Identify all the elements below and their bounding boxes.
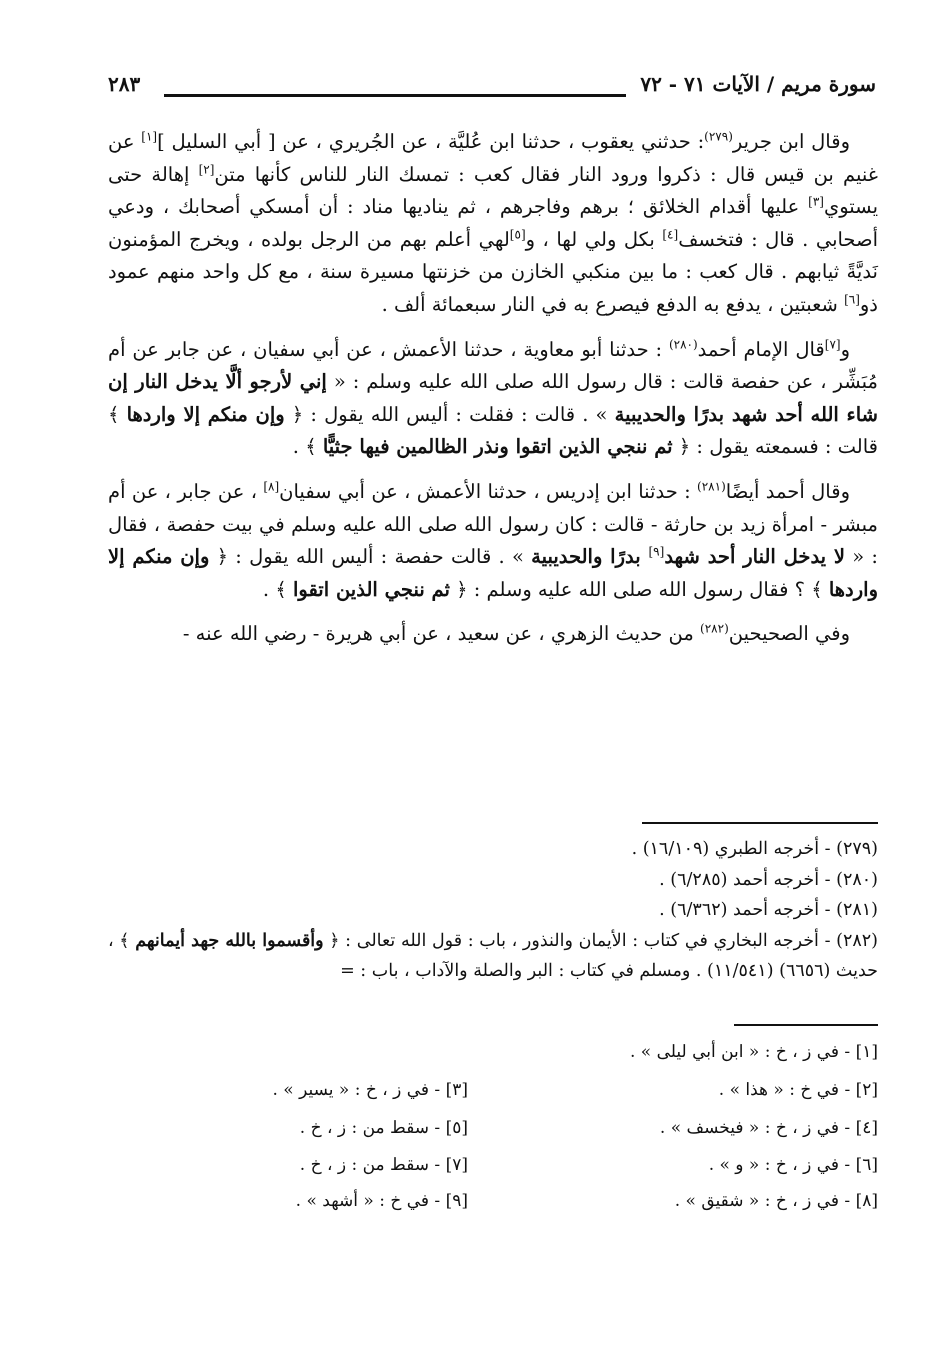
variant-1: [١] - في ز ، خ : « ابن أبي ليلى » . [629, 1042, 878, 1062]
paragraph-1: وقال ابن جرير$^{(٢٧٩)}$: حدثني يعقوب ، حدثنا ابن عُليَّة ، عن الجُريري ، عن [ أبي السليل ][١] عن غنيم بن قيس قال : ذكروا ورود النار فقال كعب : تمسك النار للناس كأنها متن[٢] إهالة حتى يستوي[٣] عليها أقدام الخلائق ؛ برهم وفاجرهم ، ثم يناديها مناد : أن أمسكي أصحابك ، ودعي أصحابي . قال : فتخسف[٤] بكل ولي لها ، و[٥]لهي أعلم بهم من الرجل بولده ، ويخرج المؤمنون نَديَّةً ثيابهم . قال كعب : ما بين منكبي الخازن من خزنتها مسيرة سنة ، مع كل واحد منهم عمود ذو[٦] شعبتين ، يدفع به الدفع فيصرع به في النار سبعمائة ألف . [108, 129, 878, 316]
running-head: سورة مريم / الآيات ٧١ - ٧٢ [640, 72, 876, 96]
variant-4: [٤] - في ز ، خ : « فيخسف » . [659, 1118, 878, 1138]
quran-verse: ثم ننجي الذين اتقوا [292, 577, 450, 601]
footnote-ref: (٢٧٩) [704, 129, 733, 144]
variant-ref: [٢] [198, 162, 215, 177]
variants-divider [734, 1024, 878, 1026]
footnote-282: (٢٨٢) - أخرجه البخاري في كتاب : الأيمان والنذور ، باب : قول الله تعالى : ﴿ وأقسموا بالله جهد أيمانهم ﴾ ، حديث (٦٦٥٦) (١١/٥٤١) . ومسلم في كتاب : البر والصلة والآداب ، باب : = [108, 930, 878, 981]
footnote-ref: (٢٨٢) [700, 621, 729, 636]
variant-3: [٣] - في ز ، خ : « يسير » . [272, 1080, 468, 1100]
variant-ref: [٥] [509, 227, 526, 242]
variant-5: [٥] - سقط من : ز ، خ . [299, 1118, 468, 1138]
variant-ref: [٤] [662, 227, 679, 242]
footnote-281: (٢٨١) - أخرجه أحمد (٦/٣٦٢) . [659, 900, 878, 920]
quran-verse: وإن منكم إلا واردها [108, 545, 878, 601]
footnotes-divider [642, 822, 878, 824]
quran-verse: وإن منكم إلا واردها [126, 402, 285, 426]
header-rule [164, 94, 626, 97]
variant-8: [٨] - في ز ، خ : « شقيق » . [674, 1191, 878, 1211]
variant-9: [٩] - في خ : « أشهد » . [295, 1191, 468, 1211]
paragraph-3: وقال أحمد أيضًا$^{(٢٨١)}$ : حدثنا ابن إدريس ، حدثنا الأعمش ، عن أبي سفيان[٨] ، عن جابر ، عن أم مبشر - امرأة زيد بن حارثة - قالت : كان رسول الله صلى الله عليه وسلم في بيت حفصة ، فقال : « لا يدخل النار أحد شهد[٩] بدرًا والحديبية » . قالت حفصة : أليس الله يقول : ﴿ وإن منكم إلا واردها ﴾ ؟ فقال رسول الله صلى الله عليه وسلم : ﴿ ثم ننجي الذين اتقوا ﴾ . [108, 479, 878, 601]
variant-ref: [١] [141, 129, 158, 144]
variant-ref: [٨] [263, 479, 280, 494]
footnote-ref: (٢٨٠) [668, 337, 698, 352]
variant-2: [٢] - في خ : « هذا » . [718, 1080, 878, 1100]
paragraph-2: و[٧]قال الإمام أحمد$^{(٢٨٠)}$ : حدثنا أبو معاوية ، حدثنا الأعمش ، عن أبي سفيان ، عن جابر عن أم مُبَشِّر ، عن حفصة قالت : قال رسول الله صلى الله عليه وسلم : « إني لأرجو ألَّا يدخل النار إن شاء الله أحد شهد بدرًا والحديبية » . قالت : فقلت : أليس الله يقول : ﴿ وإن منكم إلا واردها ﴾ قالت : فسمعته يقول : ﴿ ثم ننجي الذين اتقوا ونذر الظالمين فيها جثيًّا ﴾ . [108, 337, 878, 459]
quran-verse: وأقسموا بالله جهد أيمانهم [135, 930, 324, 951]
footnote-280: (٢٨٠) - أخرجه أحمد (٦/٢٨٥) . [659, 869, 878, 890]
footnote-ref: (٢٨١) [697, 479, 726, 494]
variant-ref: [٣] [808, 194, 824, 209]
hadith-text: إني لأرجو ألَّا يدخل النار إن شاء الله أحد شهد بدرًا والحديبية [108, 370, 878, 426]
page-header [108, 72, 876, 106]
footnote-279: (٢٧٩) - أخرجه الطبري (١٦/١٠٩) . [631, 839, 878, 859]
variant-ref: [٧] [824, 337, 841, 352]
paragraph-4: وفي الصحيحين$^{(٢٨٢)}$ من حديث الزهري ، عن سعيد ، عن أبي هريرة - رضي الله عنه - [182, 621, 850, 646]
variant-6: [٦] - في ز ، خ : « و » . [708, 1155, 878, 1175]
page-number: ٢٨٣ [108, 72, 141, 96]
footnotes [108, 834, 878, 987]
main-text [108, 126, 878, 663]
variant-ref: [٦] [844, 292, 860, 307]
quran-verse: ثم ننجي الذين اتقوا ونذر الظالمين فيها جثيًّا [322, 435, 673, 459]
hadith-text: بدرًا والحديبية [531, 545, 649, 569]
hadith-text: لا يدخل النار أحد شهد [664, 545, 846, 569]
variant-ref: [٩] [648, 544, 665, 559]
variant-7: [٧] - سقط من : ز ، خ . [299, 1155, 468, 1175]
